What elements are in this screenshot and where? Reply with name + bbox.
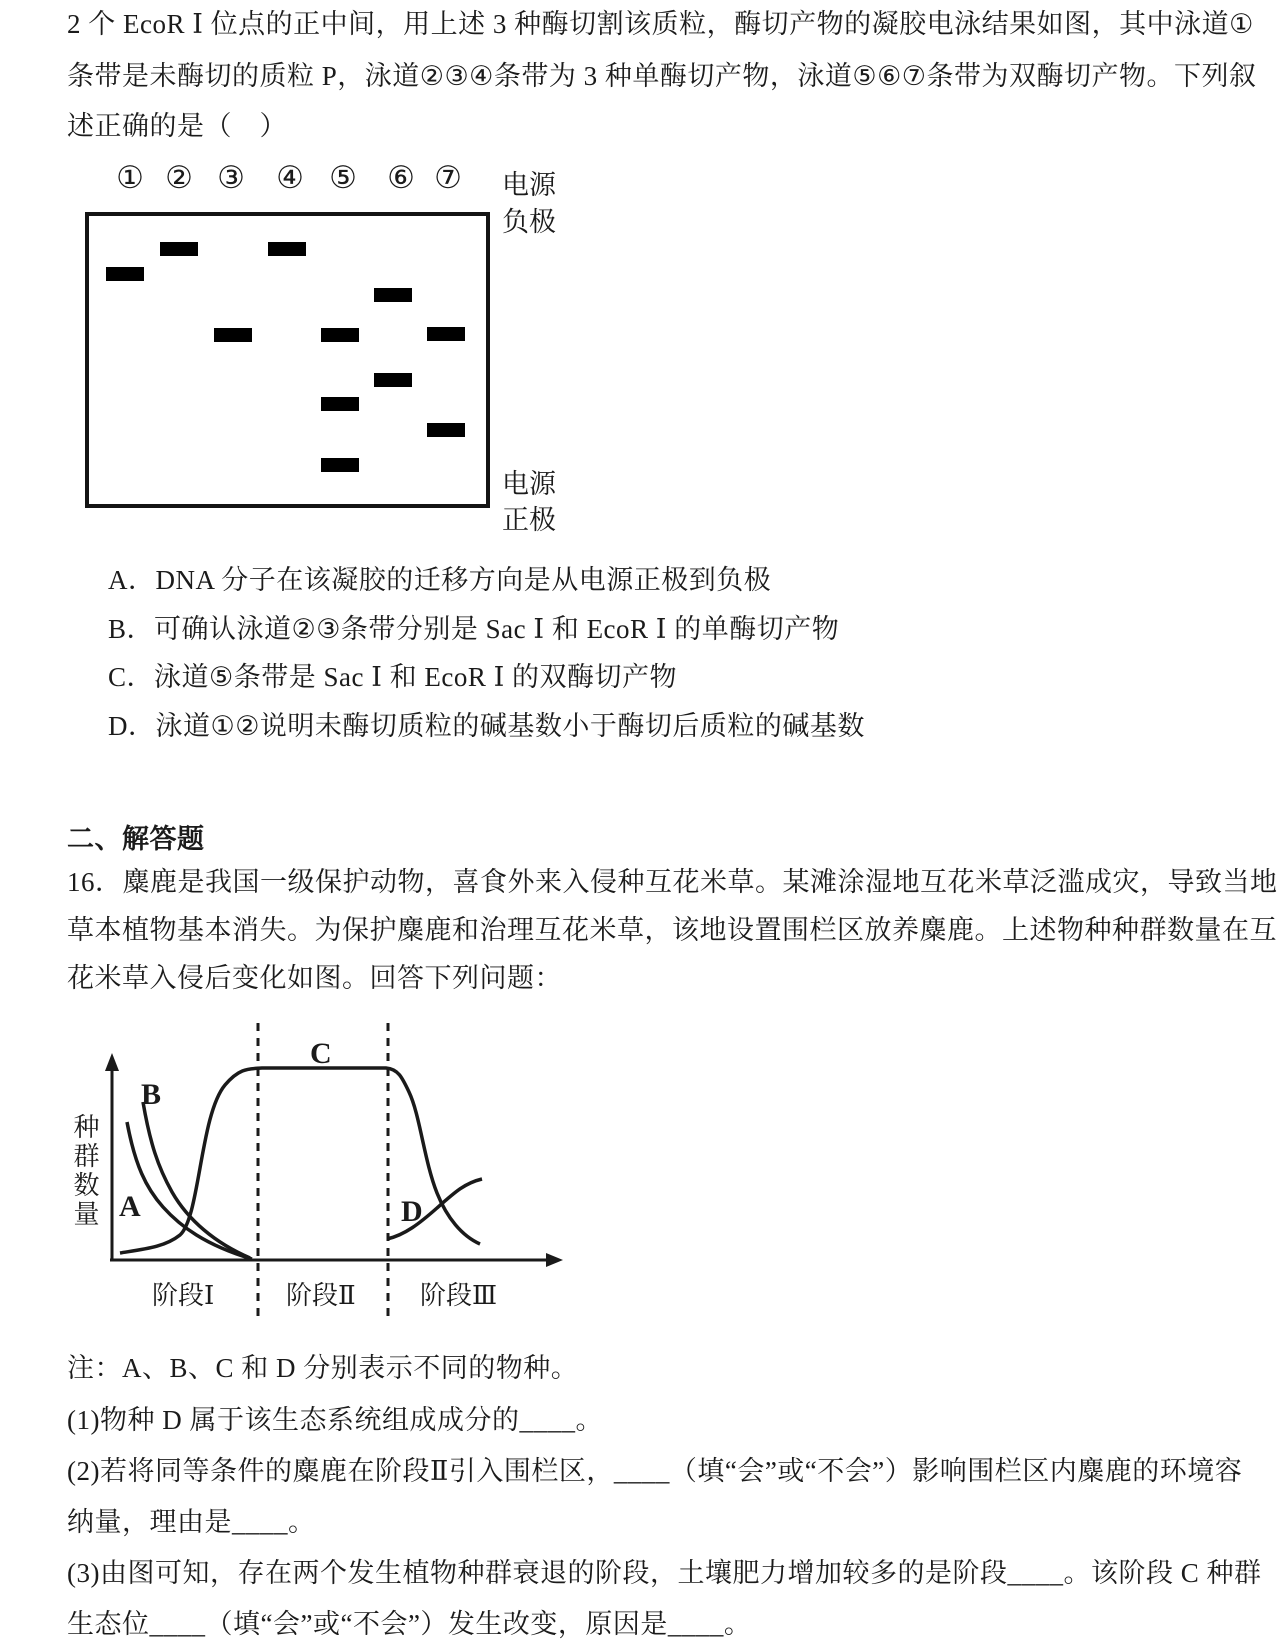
q16-stem-line-3: 花米草入侵后变化如图。回答下列问题： [67,963,562,993]
gel-lane-label-5: ⑤ [329,160,357,196]
gel-band-lane-⑤ [321,458,359,472]
q16-stem-line-2: 草本植物基本消失。为保护麋鹿和治理互花米草，该地设置围栏区放养麋鹿。上述物种种群数量在互 [67,915,1277,945]
gel-band-lane-⑥ [374,288,412,302]
q16-part2-line2: 纳量，理由是____。 [67,1507,316,1537]
electrode-positive-label-line2: 正极 [502,505,556,535]
q15-stem-line-2: 条带是未酶切的质粒 P，泳道②③④条带为 3 种单酶切产物，泳道⑤⑥⑦条带为双酶切产物。下列叙 [67,61,1257,91]
q16-stem-line-1: 16．麋鹿是我国一级保护动物，喜食外来入侵种互花米草。某滩涂湿地互花米草泛滥成灾，导致当地 [67,867,1278,897]
curve-label-C: C [310,1037,332,1070]
q15-option-b: B．可确认泳道②③条带分别是 Sac Ⅰ 和 EcoR Ⅰ 的单酶切产物 [108,614,840,644]
curve-label-D: D [401,1195,423,1228]
y-axis-arrow [105,1053,119,1071]
stage-label-2: 阶段Ⅱ [286,1281,356,1310]
gel-band-lane-⑤ [321,397,359,411]
gel-band-lane-③ [214,328,252,342]
q15-option-a: A．DNA 分子在该凝胶的迁移方向是从电源正极到负极 [108,565,772,595]
q15-stem-line-3: 述正确的是（ ） [67,111,287,141]
gel-lane-label-6: ⑥ [387,160,415,196]
gel-band-lane-④ [268,242,306,256]
q16-part3-line2: 生态位____（填“会”或“不会”）发生改变，原因是____。 [67,1609,752,1639]
electrode-positive-label-line1: 电源 [502,469,556,499]
gel-box [85,212,490,508]
q15-option-c: C．泳道⑤条带是 Sac Ⅰ 和 EcoR Ⅰ 的双酶切产物 [108,662,678,692]
q16-part2-line1: (2)若将同等条件的麋鹿在阶段Ⅱ引入围栏区，____（填“会”或“不会”）影响围栏区内麋鹿的环境容 [67,1456,1243,1486]
electrode-negative-label-line1: 电源 [502,170,556,200]
curve-species-C [120,1068,480,1253]
gel-band-lane-⑦ [427,327,465,341]
q15-stem-line-1: 2 个 EcoR Ⅰ 位点的正中间，用上述 3 种酶切割该质粒，酶切产物的凝胶电泳结果如图，其中泳道① [67,9,1254,39]
gel-lane-label-3: ③ [217,160,245,196]
section2-heading: 二、解答题 [67,824,205,854]
q16-part3-line1: (3)由图可知，存在两个发生植物种群衰退的阶段，土壤肥力增加较多的是阶段____。该阶段 C 种群 [67,1558,1262,1588]
curve-label-A: A [119,1190,141,1223]
gel-band-lane-② [160,242,198,256]
q16-part1: (1)物种 D 属于该生态系统组成成分的____。 [67,1405,603,1435]
electrode-negative-label-line2: 负极 [502,207,556,237]
q15-option-d: D．泳道①②说明未酶切质粒的碱基数小于酶切后质粒的碱基数 [108,711,865,741]
gel-lane-label-7: ⑦ [434,160,462,196]
curve-species-A [127,1122,252,1259]
gel-electrophoresis-figure [0,158,640,543]
stage-label-3: 阶段Ⅲ [420,1281,498,1310]
gel-band-lane-⑤ [321,328,359,342]
y-axis-label: 种群数量 [70,1113,99,1229]
q16-note: 注：A、B、C 和 D 分别表示不同的物种。 [67,1353,579,1383]
gel-band-lane-⑦ [427,423,465,437]
x-axis-arrow [546,1253,563,1267]
stage-label-1: 阶段Ⅰ [152,1281,215,1310]
gel-lane-label-1: ① [116,160,144,196]
gel-band-lane-⑥ [374,373,412,387]
population-graph-figure [0,995,660,1340]
gel-lane-label-2: ② [165,160,193,196]
gel-band-lane-① [106,267,144,281]
curve-label-B: B [141,1078,162,1111]
gel-lane-label-4: ④ [276,160,304,196]
